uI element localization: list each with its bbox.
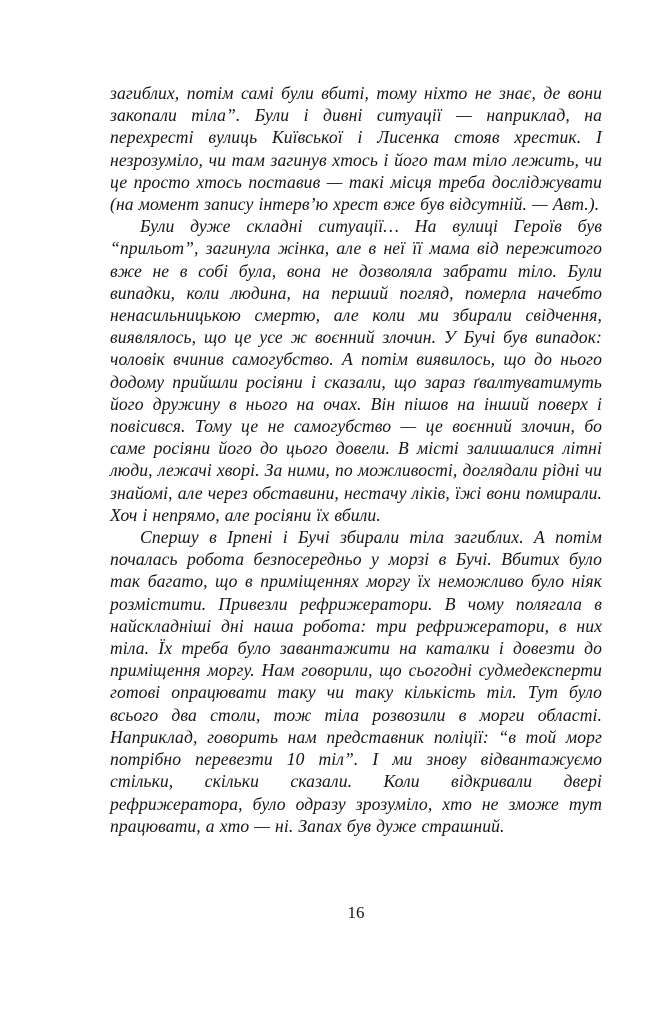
- body-text: [110, 82, 602, 837]
- paragraph: Спершу в Ірпені і Бучі збирали тіла загиблих. А потім почалась робота безпосередньо у морзі в Бучі. Вбитих було так багато, що в приміщеннях моргу їх неможливо було ніяк розмістити. Привезли рефрижератори. В чому полягала в найскладніші дні наша робота: три рефрижератори, в них тіла. Їх треба було завантажити на каталки і довезти до приміщення моргу. Нам говорили, що сьогодні судмедексперти готові опрацювати таку чи таку кількість тіл. Тут було всього два столи, тож тіла розвозили в морги області. Наприклад, говорить нам представник поліції: “в той морг потрібно перевезти 10 тіл”. І ми знову відвантажуємо стільки, скільки сказали. Коли відкривали двері рефрижератора, було одразу зрозуміло, хто не зможе тут працювати, а хто — ні. Запах був дуже страшний.: [110, 527, 602, 836]
- paragraph: Були дуже складні ситуації… На вулиці Героїв був “прильот”, загинула жінка, але в неї її мама від пережитого вже не в собі була, вона не дозволяла забрати тіло. Були випадки, коли людина, на перший погляд, померла начебто ненасильницькою смертю, але коли ми збирали свідчення, виявлялось, що це усе ж воєнний злочин. У Бучі був випадок: чоловік вчинив самогубство. А потім виявилось, що до нього додому прийшли росіяни і сказали, що зараз ґвалтуватимуть його дружину в нього на очах. Він пішов на інший поверх і повісився. Тому це не самогубство — це воєнний злочин, бо саме росіяни його до цього довели. В місті залишалися літні люди, лежачі хворі. За ними, по можливості, доглядали рідні чи знайомі, але через обставини, нестачу ліків, їжі вони помирали. Хоч і непрямо, але росіяни їх вбили.: [110, 216, 602, 525]
- page-number: 16: [347, 903, 365, 922]
- paragraph-continuation: загиблих, потім самі були вбиті, тому ніхто не знає, де вони закопали тіла”. Були і дивні ситуації — наприклад, на перехресті вулиць Київської і Лисенка стояв хрестик. І незрозуміло, чи там загинув хтось і його там тіло лежить, чи це просто хтось поставив — такі місця треба досліджувати (на момент запису інтерв’ю хрест вже був відсутній. — Авт.).: [110, 83, 602, 215]
